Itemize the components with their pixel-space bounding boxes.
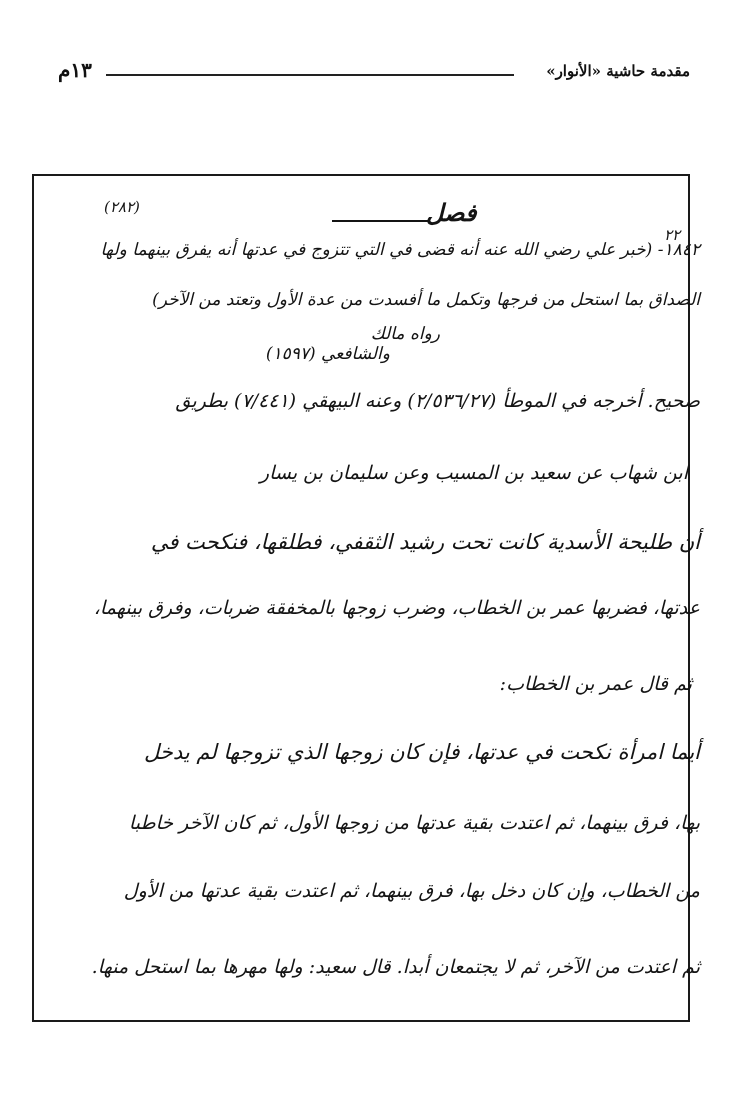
hadith-line-3: رواه مالك: [370, 324, 440, 344]
item-number: ٢٢: [664, 226, 681, 244]
hadith-line-4: والشافعي (١٥٩٧): [265, 344, 390, 364]
page-header: [58, 58, 690, 90]
takhrij-line-3: أن طليحة الأسدية كانت تحت رشيد الثقفي، فطلقها، فنكحت في: [150, 530, 700, 554]
takhrij-line-9: ثم اعتدت من الآخر، ثم لا يجتمعان أبدا. قال سعيد: ولها مهرها بما استحل منها.: [91, 956, 700, 978]
takhrij-line-5: ثم قال عمر بن الخطاب:: [499, 673, 692, 695]
takhrij-line-6: أيما امرأة نكحت في عدتها، فإن كان زوجها الذي تزوجها لم يدخل: [143, 740, 700, 764]
takhrij-line-8: من الخطاب، وإن كان دخل بها، فرق بينهما، ثم اعتدت بقية عدتها من الأول: [123, 880, 700, 902]
takhrij-line-4: عدتها، فضربها عمر بن الخطاب، وضرب زوجها بالمخفقة ضربات، وفرق بينهما،: [93, 597, 700, 619]
section-heading: فصل: [426, 198, 477, 227]
takhrij-line-1: صحيح. أخرجه في الموطأ (٢/٥٣٦/٢٧) وعنه البيهقي (٧/٤٤١) بطريق: [175, 390, 700, 412]
page-number: ١٣م: [58, 58, 92, 82]
hadith-line-2: الصداق بما استحل من فرجها وتكمل ما أفسدت من عدة الأول وتعتد من الآخر): [152, 290, 700, 310]
running-title: مقدمة حاشية «الأنوار»: [546, 62, 690, 80]
header-rule: [106, 74, 514, 76]
heading-underline: [332, 220, 428, 222]
takhrij-line-2: ابن شهاب عن سعيد بن المسيب وعن سليمان بن يسار: [259, 462, 688, 484]
hadith-line-1: ١٨٤٢- (خبر علي رضي الله عنه أنه قضى في التي تتزوج في عدتها أنه يفرق بينهما ولها: [100, 240, 700, 260]
takhrij-line-7: بها، فرق بينهما، ثم اعتدت بقية عدتها من زوجها الأول، ثم كان الآخر خاطبا: [128, 812, 700, 834]
reference-number: (٢٨٢): [104, 198, 140, 216]
